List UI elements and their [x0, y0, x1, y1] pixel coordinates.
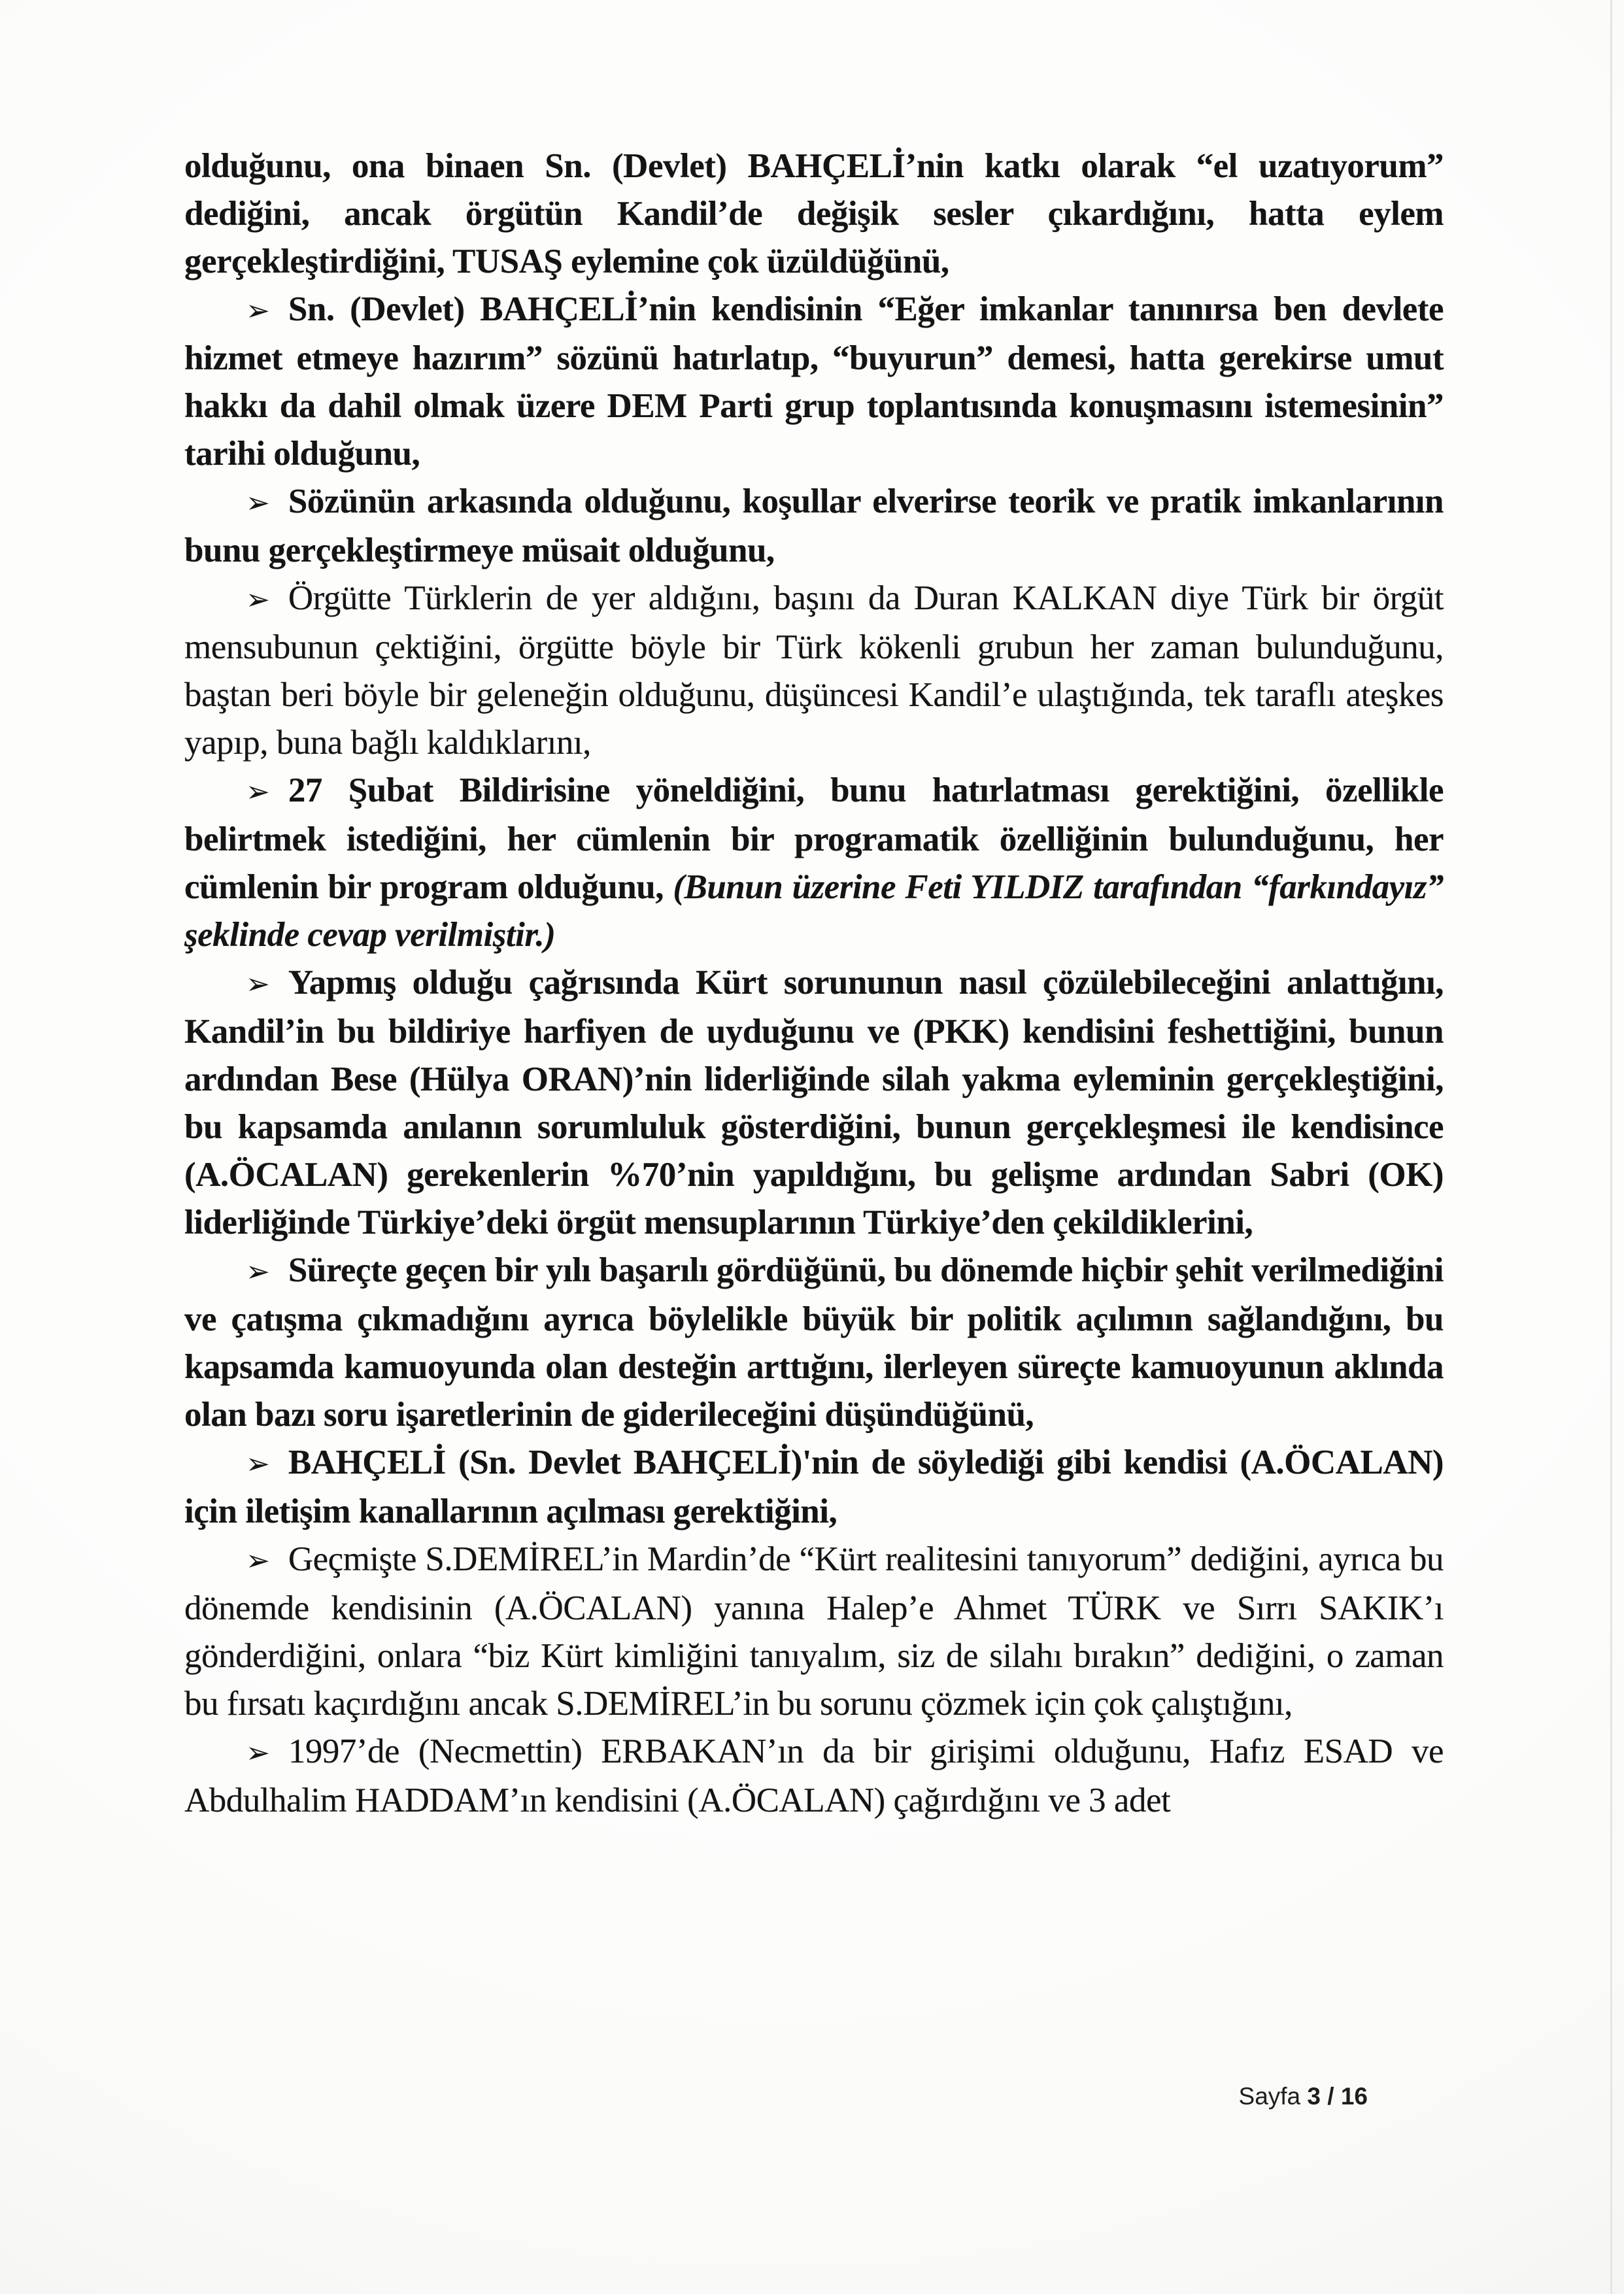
paragraph-text: Sözünün arkasında olduğunu, koşullar elverirse teorik ve pratik imkanlarının bunu gerçekleştirmeye müsait olduğunu, — [184, 482, 1444, 569]
bullet-paragraph — [184, 478, 1444, 575]
paragraph-text: Örgütte Türklerin de yer aldığını, başını da Duran KALKAN diye Türk bir örgüt mensubunun çektiğini, örgütte böyle bir Türk kökenli grubun her zaman bulunduğunu, baştan beri böyle bir geleneğin olduğunu, düşüncesi Kandil’e ulaştığında, tek taraflı ateşkes yapıp, buna bağlı kaldıklarını, — [184, 579, 1444, 762]
arrow-bullet-icon: ➢ — [246, 486, 270, 520]
arrow-bullet-icon: ➢ — [246, 1736, 270, 1770]
paragraph-text: Geçmişte S.DEMİREL’in Mardin’de “Kürt realitesini tanıyorum” dediğini, ayrıca bu dönemde kendisinin (A.ÖCALAN) yanına Halep’e Ahmet TÜRK ve Sırrı SAKIK’ı gönderdiğini, onlara “biz Kürt kimliğini tanıyalım, siz de silahı bırakın” dediğini, o zaman bu fırsatı kaçırdığını ancak S.DEMİREL’in bu sorunu çözmek için çok çalıştığını, — [184, 1540, 1444, 1723]
arrow-bullet-icon: ➢ — [246, 775, 270, 809]
bullet-paragraph — [184, 575, 1444, 767]
inline-italic-note: (Bunun üzerine Feti YILDIZ tarafından “farkındayız” şeklinde cevap verilmiştir.) — [184, 868, 1444, 954]
paragraph-continuation — [184, 143, 1444, 286]
scan-edge-artifact — [1610, 0, 1612, 2294]
arrow-bullet-icon: ➢ — [246, 1544, 270, 1577]
paragraph-text: olduğunu, ona binaen Sn. (Devlet) BAHÇELİ’nin katkı olarak “el uzatıyorum” dediğini, ancak örgütün Kandil’de değişik sesler çıkardığını, hatta eylem gerçekleştirdiğini, TUSAŞ eylemine çok üzüldüğünü, — [184, 147, 1444, 280]
bullet-paragraph — [184, 1536, 1444, 1728]
arrow-bullet-icon: ➢ — [246, 1447, 270, 1481]
arrow-bullet-icon: ➢ — [246, 294, 270, 328]
arrow-bullet-icon: ➢ — [246, 583, 270, 616]
paragraph-text: 27 Şubat Bildirisine yöneldiğini, bunu hatırlatması gerektiğini, özellikle belirtmek istediğini, her cümlenin bir programatik özelliğinin bulunduğunu, her cümlenin bir program olduğunu, — [184, 771, 1444, 906]
paragraph-text: 1997’de (Necmettin) ERBAKAN’ın da bir girişimi olduğunu, Hafız ESAD ve Abdulhalim HADDAM’ın kendisini (A.ÖCALAN) çağırdığını ve 3 adet — [184, 1732, 1444, 1819]
bullet-paragraph — [184, 286, 1444, 478]
bullet-paragraph — [184, 1439, 1444, 1536]
document-body — [184, 143, 1444, 1825]
arrow-bullet-icon: ➢ — [246, 968, 270, 1001]
bullet-paragraph — [184, 767, 1444, 959]
paragraph-text: BAHÇELİ (Sn. Devlet BAHÇELİ)'nin de söylediği gibi kendisi (A.ÖCALAN) için iletişim kanallarının açılması gerektiğini, — [184, 1443, 1444, 1530]
paragraph-text: Sn. (Devlet) BAHÇELİ’nin kendisinin “Eğer imkanlar tanınırsa ben devlete hizmet etmeye hazırım” sözünü hatırlatıp, “buyurun” demesi, hatta gerekirse umut hakkı da dahil olmak üzere DEM Parti grup toplantısında konuşmasını istemesinin” tarihi olduğunu, — [184, 290, 1444, 473]
page-number: 3 / 16 — [1307, 2083, 1368, 2110]
paragraph-text: Yapmış olduğu çağrısında Kürt sorununun nasıl çözülebileceğini anlattığını, Kandil’in bu bildiriye harfiyen de uyduğunu ve (PKK) kendisini feshettiğini, bunun ardından Bese (Hülya ORAN)’nin liderliğinde silah yakma eyleminin gerçekleştiğini, bu kapsamda anılanın sorumluluk gösterdiğini, bunun gerçekleşmesi ile kendisince (A.ÖCALAN) gerekenlerin %70’nin yapıldığını, bu gelişme ardından Sabri (OK) liderliğinde Türkiye’deki örgüt mensuplarının Türkiye’den çekildiklerini, — [184, 964, 1444, 1241]
bullet-paragraph — [184, 1247, 1444, 1439]
bullet-paragraph — [184, 1728, 1444, 1825]
bullet-paragraph — [184, 959, 1444, 1247]
arrow-bullet-icon: ➢ — [246, 1255, 270, 1289]
paragraph-text: Süreçte geçen bir yılı başarılı gördüğünü, bu dönemde hiçbir şehit verilmediğini ve çatışma çıkmadığını ayrıca böylelikle büyük bir politik açılımın sağlandığını, bu kapsamda kamuoyunda olan desteğin arttığını, ilerleyen süreçte kamuoyunun aklında olan bazı soru işaretlerinin de giderileceğini düşündüğünü, — [184, 1251, 1444, 1434]
footer-label: Sayfa — [1238, 2083, 1301, 2110]
page-footer — [1239, 2083, 1368, 2110]
